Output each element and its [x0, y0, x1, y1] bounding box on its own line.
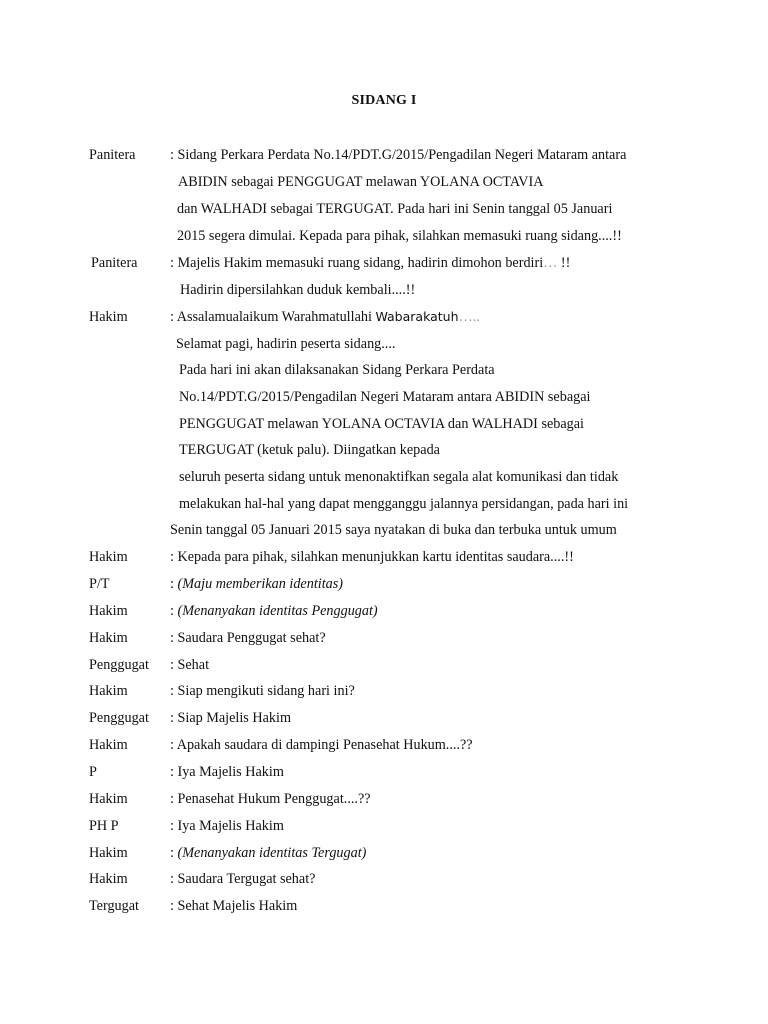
dialogue-text: Senin tanggal 05 Januari 2015 saya nyatakan di buka dan terbuka untuk umum: [170, 522, 617, 538]
dialogue-text: : Penasehat Hukum Penggugat....??: [170, 791, 371, 807]
dialogue-line: [0, 764, 768, 784]
dialogue-text: : Sehat Majelis Hakim: [170, 898, 298, 914]
dialogue-line: [0, 576, 768, 596]
dialogue-text: : Siap mengikuti sidang hari ini?: [170, 683, 355, 699]
dialogue-continuation: [0, 389, 768, 409]
speaker-label: Hakim: [89, 845, 128, 861]
dialogue-text: : Sidang Perkara Perdata No.14/PDT.G/2015/Pengadilan Negeri Mataram antara: [170, 147, 627, 163]
speaker-label: P/T: [89, 576, 110, 592]
dialogue-text: Selamat pagi, hadirin peserta sidang....: [176, 336, 396, 352]
dialogue-line: [0, 147, 768, 167]
dialogue-continuation: [0, 201, 768, 221]
dialogue-text: : Iya Majelis Hakim: [170, 764, 284, 780]
dialogue-text: ABIDIN sebagai PENGGUGAT melawan YOLANA OCTAVIA: [178, 174, 544, 190]
speaker-label: Hakim: [89, 737, 128, 753]
speaker-label: Penggugat: [89, 657, 149, 673]
dialogue-line: [0, 657, 768, 677]
dialogue-text: : Saudara Penggugat sehat?: [170, 630, 326, 646]
dialogue-text: 2015 segera dimulai. Kepada para pihak, silahkan memasuki ruang sidang....!!: [177, 228, 622, 244]
speaker-label: P: [89, 764, 97, 780]
speaker-label: Hakim: [89, 871, 128, 887]
dialogue-line: [0, 818, 768, 838]
dialogue-text: : (Menanyakan identitas Penggugat): [170, 603, 378, 619]
dialogue-text: : Sehat: [170, 657, 210, 673]
dialogue-continuation: [0, 496, 768, 516]
speaker-label: Panitera: [89, 147, 136, 163]
speaker-label: Hakim: [89, 683, 128, 699]
speaker-label: Hakim: [89, 549, 128, 565]
dialogue-continuation: [0, 416, 768, 436]
speaker-label: Tergugat: [89, 898, 139, 914]
document-title: SIDANG I: [351, 93, 417, 108]
dialogue-line: [0, 309, 768, 329]
dialogue-continuation: [0, 469, 768, 489]
dialogue-text: : (Menanyakan identitas Tergugat): [170, 845, 367, 861]
dialogue-continuation: [0, 362, 768, 382]
dialogue-text: TERGUGAT (ketuk palu). Diingatkan kepada: [179, 442, 440, 458]
dialogue-line: [0, 791, 768, 811]
dialogue-line: [0, 683, 768, 703]
dialogue-continuation: [0, 228, 768, 248]
dialogue-text: Pada hari ini akan dilaksanakan Sidang Perkara Perdata: [179, 362, 495, 378]
dialogue-continuation: [0, 174, 768, 194]
dialogue-text: : (Maju memberikan identitas): [170, 576, 343, 592]
dialogue-line: [0, 549, 768, 569]
dialogue-line: [0, 898, 768, 918]
dialogue-text: PENGGUGAT melawan YOLANA OCTAVIA dan WALHADI sebagai: [179, 416, 584, 432]
dialogue-text: : Apakah saudara di dampingi Penasehat Hukum....??: [170, 737, 473, 753]
dialogue-text: : Kepada para pihak, silahkan menunjukkan kartu identitas saudara....!!: [170, 549, 574, 565]
speaker-label: PH P: [89, 818, 119, 834]
speaker-label: Hakim: [89, 630, 128, 646]
dialogue-line: [0, 710, 768, 730]
dialogue-text: Hadirin dipersilahkan duduk kembali....!!: [180, 282, 416, 298]
dialogue-text: : Assalamualaikum Warahmatullahi Wabarakatuh…..: [170, 309, 480, 325]
dialogue-text: : Iya Majelis Hakim: [170, 818, 284, 834]
dialogue-text: : Siap Majelis Hakim: [170, 710, 291, 726]
speaker-label: Panitera: [91, 255, 138, 271]
speaker-label: Hakim: [89, 603, 128, 619]
dialogue-text: : Majelis Hakim memasuki ruang sidang, hadirin dimohon berdiri… !!: [170, 255, 571, 271]
dialogue-line: [0, 255, 768, 275]
dialogue-continuation: [0, 282, 768, 302]
dialogue-continuation: [0, 522, 768, 542]
dialogue-line: [0, 845, 768, 865]
speaker-label: Hakim: [89, 309, 128, 325]
dialogue-line: [0, 630, 768, 650]
dialogue-line: [0, 871, 768, 891]
dialogue-line: [0, 603, 768, 623]
speaker-label: Penggugat: [89, 710, 149, 726]
speaker-label: Hakim: [89, 791, 128, 807]
dialogue-text: melakukan hal-hal yang dapat mengganggu jalannya persidangan, pada hari ini: [179, 496, 629, 512]
dialogue-text: seluruh peserta sidang untuk menonaktifkan segala alat komunikasi dan tidak: [179, 469, 619, 485]
dialogue-continuation: [0, 442, 768, 462]
dialogue-text: No.14/PDT.G/2015/Pengadilan Negeri Mataram antara ABIDIN sebagai: [179, 389, 591, 405]
dialogue-text: dan WALHADI sebagai TERGUGAT. Pada hari ini Senin tanggal 05 Januari: [177, 201, 613, 217]
dialogue-line: [0, 737, 768, 757]
dialogue-text: : Saudara Tergugat sehat?: [170, 871, 316, 887]
dialogue-continuation: [0, 336, 768, 356]
